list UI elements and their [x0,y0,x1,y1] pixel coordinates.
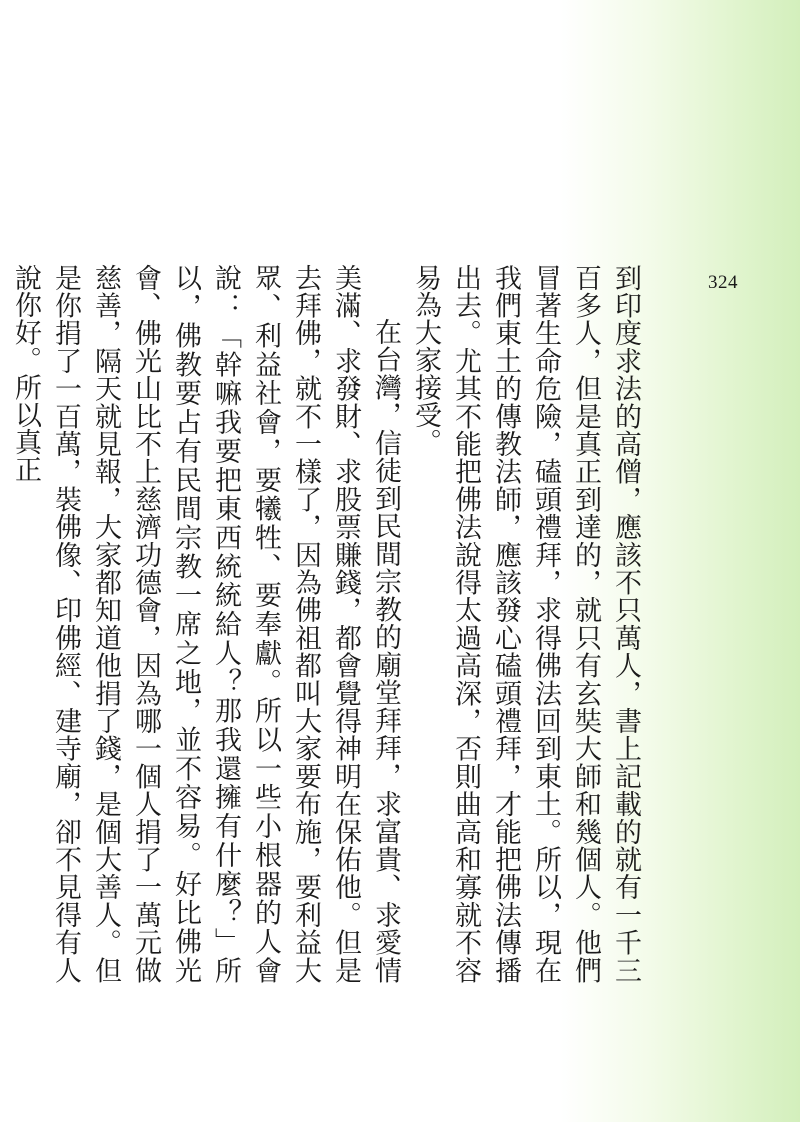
page-number: 324 [708,272,738,293]
vertical-text-body [10,264,645,984]
paragraph-2: 在台灣，信徒到民間宗教的廟堂拜拜，求富貴、求愛情美滿、求發財、求股票賺錢，都會覺得神明在保佑他。但是去拜佛，就不一樣了，因為佛祖都叫大家要布施，要利益大眾、利益社會，要犧牲、要奉獻。所以一些小根器的人會說：「幹嘛我要把東西統統給人？那我還擁有什麼？」所以，佛教要占有民間宗教一席之地，並不容易。好比佛光會、佛光山比不上慈濟功德會，因為哪一個人捐了一萬元做慈善，隔天就見報，大家都知道他捐了錢，是個大善人。但是你捐了一百萬，裝佛像、印佛經、建寺廟，卻不見得有人說你好。所以真正 [10,264,401,984]
paragraph-1: 到印度求法的高僧，應該不只萬人，書上記載的就有一千三百多人，但是真正到達的，就只有玄奘大師和幾個人。他們冒著生命危險，磕頭禮拜，求得佛法回到東土。所以，現在我們東土的傳教法師，應該發心磕頭禮拜，才能把佛法傳播出去。尤其不能把佛法說得太過高深，否則曲高和寡就不容易為大家接受。 [410,264,641,984]
